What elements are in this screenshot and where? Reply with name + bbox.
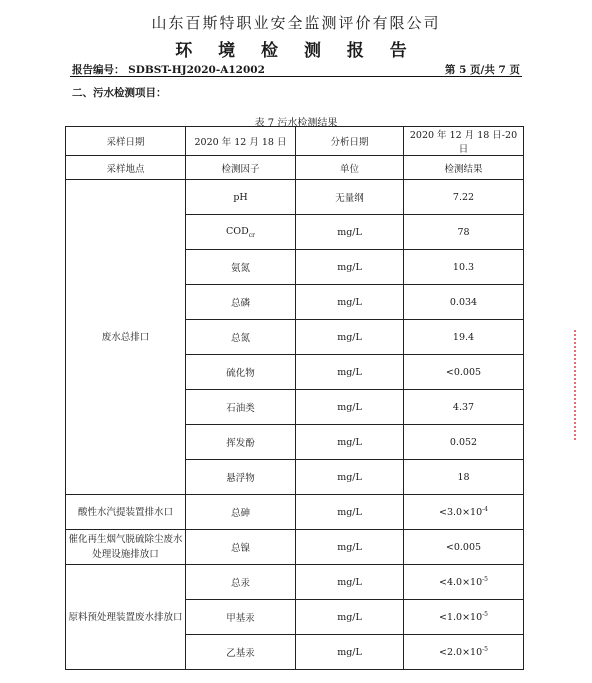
factor-cell: 总磷 (186, 285, 296, 320)
unit-cell: 无量纲 (296, 180, 404, 215)
result-cell: 19.4 (404, 320, 524, 355)
factor-cell: 悬浮物 (186, 460, 296, 495)
factor-cell: 石油类 (186, 390, 296, 425)
result-cell: <0.005 (404, 530, 524, 565)
report-title: 环 境 检 测 报 告 (175, 41, 417, 61)
unit-cell: mg/L (296, 460, 404, 495)
table-cell: 2020 年 12 月 18 日 (186, 127, 296, 156)
table-row (66, 565, 524, 600)
unit-cell: mg/L (296, 390, 404, 425)
factor-cell: pH (186, 180, 296, 215)
result-cell: 7.22 (404, 180, 524, 215)
result-cell: 18 (404, 460, 524, 495)
factor-cell: 总氮 (186, 320, 296, 355)
table-cell: 检测结果 (404, 156, 524, 180)
result-cell: 0.052 (404, 425, 524, 460)
factor-cell: 总汞 (186, 565, 296, 600)
company-name: 山东百斯特职业安全监测评价有限公司 (151, 14, 441, 32)
unit-cell: mg/L (296, 320, 404, 355)
result-cell: 10.3 (404, 250, 524, 285)
unit-cell: mg/L (296, 530, 404, 565)
table-row (66, 180, 524, 215)
factor-cell: 挥发酚 (186, 425, 296, 460)
table-row (66, 127, 524, 156)
unit-cell: mg/L (296, 565, 404, 600)
factor-cell: 硫化物 (186, 355, 296, 390)
table-row (66, 530, 524, 565)
unit-cell: mg/L (296, 285, 404, 320)
table-cell: 分析日期 (296, 127, 404, 156)
factor-cell: 氨氮 (186, 250, 296, 285)
sampling-location-cell: 原料预处理装置废水排放口 (66, 565, 186, 670)
unit-cell: mg/L (296, 635, 404, 670)
sampling-location-cell: 废水总排口 (66, 180, 186, 495)
unit-cell: mg/L (296, 355, 404, 390)
seal-stamp-edge (574, 330, 588, 440)
sampling-location-cell: 酸性水汽提装置排水口 (66, 495, 186, 530)
factor-cell: 乙基汞 (186, 635, 296, 670)
table-cell: 单位 (296, 156, 404, 180)
table-row (66, 156, 524, 180)
unit-cell: mg/L (296, 495, 404, 530)
table-cell: 采样日期 (66, 127, 186, 156)
table-cell: 检测因子 (186, 156, 296, 180)
report-header-line (72, 62, 520, 77)
sampling-location-cell: 催化再生烟气脱硫除尘废水处理设施排放口 (66, 530, 186, 565)
table-cell: 采样地点 (66, 156, 186, 180)
unit-cell: mg/L (296, 250, 404, 285)
unit-cell: mg/L (296, 425, 404, 460)
factor-cell: 总镍 (186, 530, 296, 565)
result-cell: <0.005 (404, 355, 524, 390)
wastewater-results-table (65, 126, 524, 670)
table-caption: 表 7 污水检测结果 (254, 118, 338, 129)
result-cell: 4.37 (404, 390, 524, 425)
unit-cell: mg/L (296, 600, 404, 635)
table-row (66, 495, 524, 530)
factor-cell: 总砷 (186, 495, 296, 530)
result-cell: $<2.0\times 10^{-5}$ (404, 635, 524, 670)
unit-cell: mg/L (296, 215, 404, 250)
page-number: 第 5 页/共 7 页 (444, 64, 520, 76)
factor-cell: 甲基汞 (186, 600, 296, 635)
report-number: 报告编号： SDBST-HJ2020-A12002 (72, 64, 265, 76)
section-title: 二、污水检测项目： (72, 87, 167, 99)
table-cell: 2020 年 12 月 18 日-20 日 (404, 127, 524, 156)
result-cell: 78 (404, 215, 524, 250)
header-divider (70, 76, 522, 77)
result-cell: $<4.0\times 10^{-5}$ (404, 565, 524, 600)
factor-cell: $COD_{cr}$ (186, 215, 296, 250)
result-cell: $<3.0\times 10^{-4}$ (404, 495, 524, 530)
result-cell: $<1.0\times 10^{-5}$ (404, 600, 524, 635)
result-cell: 0.034 (404, 285, 524, 320)
